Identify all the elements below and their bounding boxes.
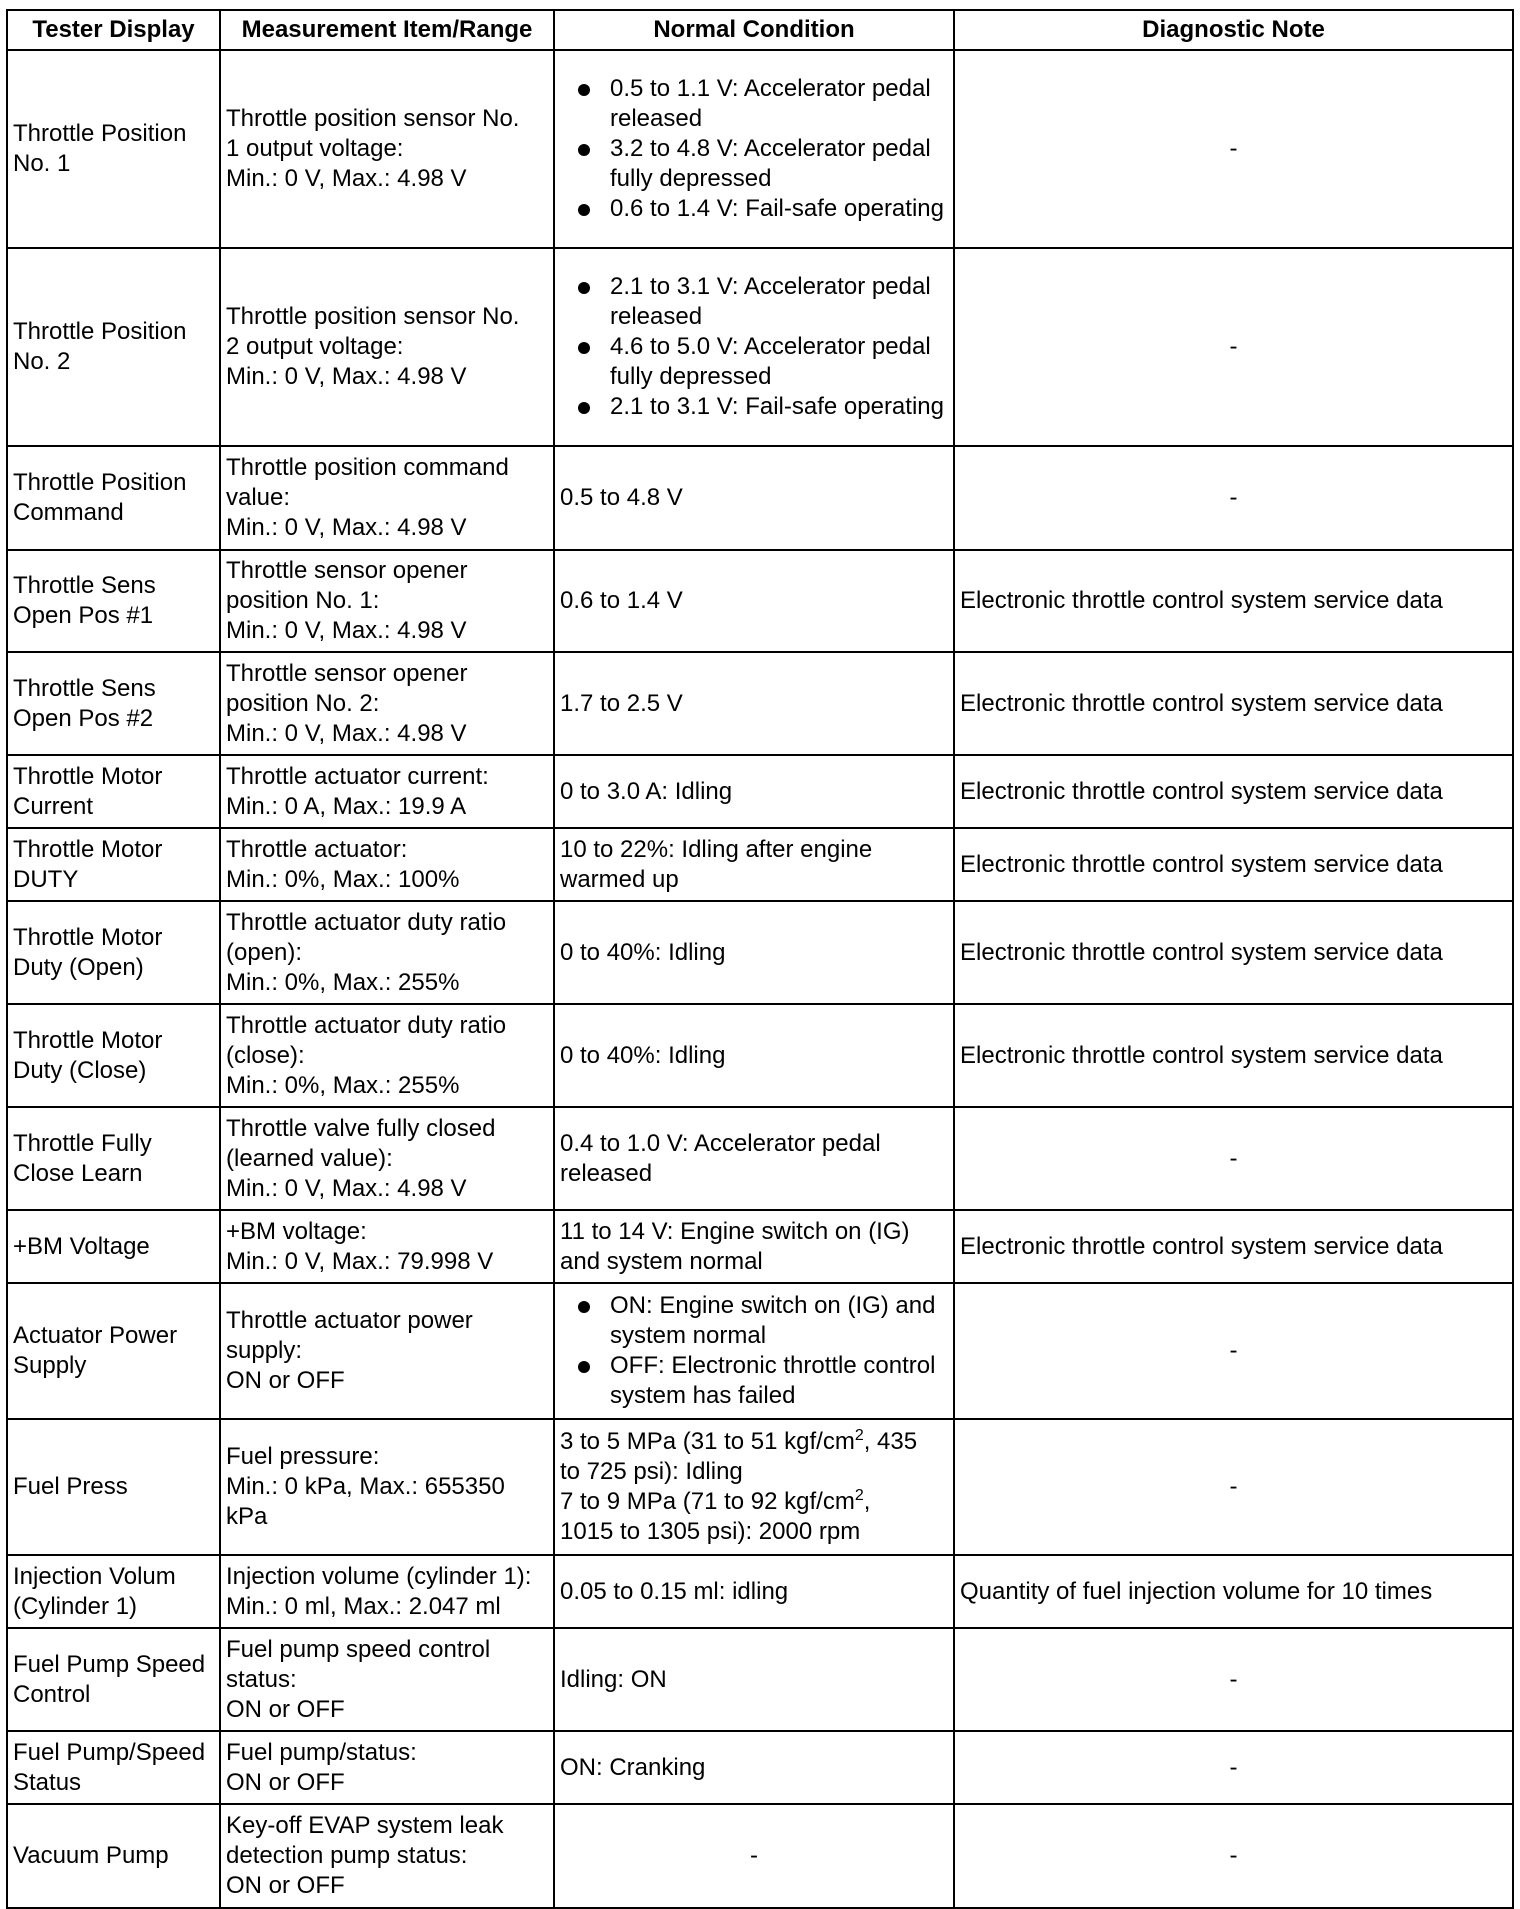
table-row [7,901,1513,1004]
tester-display-cell: Throttle Motor DUTY [7,828,220,901]
list-item: 2.1 to 3.1 V: Fail-safe operating [574,392,948,422]
tester-display-cell: Throttle Sens Open Pos #2 [7,652,220,755]
table-row [7,1419,1513,1555]
normal-condition-cell: ON: Cranking [554,1731,954,1804]
header-measurement: Measurement Item/Range [220,10,554,50]
normal-condition-cell: - [554,1804,954,1908]
diagnostic-note-cell: Electronic throttle control system service data [954,652,1513,755]
tester-display-cell: Throttle Sens Open Pos #1 [7,550,220,652]
tester-display-cell: Throttle Fully Close Learn [7,1107,220,1210]
normal-condition-cell: 0.05 to 0.15 ml: idling [554,1555,954,1628]
measurement-cell: Throttle actuator duty ratio (close): Min.: 0%, Max.: 255% [220,1004,554,1107]
list-item: 0.6 to 1.4 V: Fail-safe operating [574,194,948,224]
header-tester-display: Tester Display [7,10,220,50]
table-row [7,1283,1513,1419]
tester-display-cell: Throttle Motor Duty (Open) [7,901,220,1004]
tester-display-cell: Throttle Motor Current [7,755,220,828]
normal-condition-cell: 0.6 to 1.4 V [554,550,954,652]
normal-condition-cell: Idling: ON [554,1628,954,1731]
measurement-cell: Throttle position sensor No. 2 output voltage: Min.: 0 V, Max.: 4.98 V [220,248,554,446]
diagnostic-note-cell: Electronic throttle control system service data [954,828,1513,901]
diagnostic-note-cell: Electronic throttle control system service data [954,901,1513,1004]
normal-condition-cell: 0.5 to 4.8 V [554,446,954,550]
diagnostic-note-cell: Quantity of fuel injection volume for 10 times [954,1555,1513,1628]
measurement-cell: Throttle actuator power supply: ON or OFF [220,1283,554,1419]
tester-display-cell: +BM Voltage [7,1210,220,1283]
normal-condition-cell: 1.7 to 2.5 V [554,652,954,755]
tester-display-cell: Actuator Power Supply [7,1283,220,1419]
table-row [7,550,1513,652]
diagnostic-note-cell: - [954,1628,1513,1731]
measurement-cell: Throttle position command value: Min.: 0 V, Max.: 4.98 V [220,446,554,550]
measurement-cell: Throttle actuator duty ratio (open): Min.: 0%, Max.: 255% [220,901,554,1004]
table-row [7,828,1513,901]
table-row [7,446,1513,550]
tester-display-cell: Vacuum Pump [7,1804,220,1908]
list-item: 2.1 to 3.1 V: Accelerator pedal released [574,272,948,332]
list-item: 3.2 to 4.8 V: Accelerator pedal fully depressed [574,134,948,194]
measurement-cell: Fuel pump speed control status: ON or OFF [220,1628,554,1731]
measurement-cell: Injection volume (cylinder 1): Min.: 0 ml, Max.: 2.047 ml [220,1555,554,1628]
measurement-cell: Throttle actuator: Min.: 0%, Max.: 100% [220,828,554,901]
table-row [7,1210,1513,1283]
tester-display-cell: Throttle Position No. 2 [7,248,220,446]
table-row [7,248,1513,446]
diagnostic-note-cell: Electronic throttle control system service data [954,550,1513,652]
header-diagnostic-note: Diagnostic Note [954,10,1513,50]
list-item: OFF: Electronic throttle control system has failed [574,1351,948,1411]
diagnostic-note-cell: - [954,1804,1513,1908]
tester-display-cell: Fuel Pump/Speed Status [7,1731,220,1804]
diagnostic-note-cell: - [954,1107,1513,1210]
table-row [7,652,1513,755]
normal-condition-cell [554,50,954,248]
table-row [7,1804,1513,1908]
table-row [7,50,1513,248]
normal-condition-cell [554,248,954,446]
tester-display-cell: Throttle Position No. 1 [7,50,220,248]
measurement-cell: Fuel pump/status: ON or OFF [220,1731,554,1804]
table-row [7,1004,1513,1107]
tester-display-cell: Fuel Press [7,1419,220,1555]
measurement-cell: Fuel pressure: Min.: 0 kPa, Max.: 655350 kPa [220,1419,554,1555]
normal-condition-cell: 0 to 3.0 A: Idling [554,755,954,828]
measurement-cell: Throttle actuator current: Min.: 0 A, Max.: 19.9 A [220,755,554,828]
diagnostic-note-cell: - [954,50,1513,248]
measurement-cell: Throttle sensor opener position No. 2: Min.: 0 V, Max.: 4.98 V [220,652,554,755]
spec-table-container [6,9,1512,1909]
tester-display-cell: Throttle Position Command [7,446,220,550]
tester-display-cell: Injection Volum (Cylinder 1) [7,1555,220,1628]
measurement-cell: Key-off EVAP system leak detection pump status: ON or OFF [220,1804,554,1908]
diagnostic-note-cell: - [954,446,1513,550]
table-row [7,1628,1513,1731]
normal-condition-cell: 0.4 to 1.0 V: Accelerator pedal released [554,1107,954,1210]
tester-display-cell: Throttle Motor Duty (Close) [7,1004,220,1107]
normal-condition-cell: 3 to 5 MPa (31 to 51 kgf/$cm^2$, 435 to 725 psi): Idling 7 to 9 MPa (71 to 92 kgf/$cm^2$, 1015 to 1305 psi): 2000 rpm [554,1419,954,1555]
diagnostic-note-cell: Electronic throttle control system service data [954,755,1513,828]
table-row [7,1731,1513,1804]
diagnostic-note-cell: - [954,1283,1513,1419]
diagnostic-note-cell: Electronic throttle control system service data [954,1210,1513,1283]
diagnostic-note-cell: - [954,1419,1513,1555]
diagnostic-note-cell: - [954,248,1513,446]
list-item: 0.5 to 1.1 V: Accelerator pedal released [574,74,948,134]
normal-condition-cell [554,1283,954,1419]
normal-condition-cell: 10 to 22%: Idling after engine warmed up [554,828,954,901]
list-item: ON: Engine switch on (IG) and system normal [574,1291,948,1351]
tester-display-cell: Fuel Pump Speed Control [7,1628,220,1731]
header-row [7,10,1513,50]
table-row [7,755,1513,828]
normal-condition-cell: 0 to 40%: Idling [554,1004,954,1107]
data-list-table [6,9,1514,1909]
measurement-cell: Throttle valve fully closed (learned value): Min.: 0 V, Max.: 4.98 V [220,1107,554,1210]
diagnostic-note-cell: - [954,1731,1513,1804]
table-row [7,1107,1513,1210]
list-item: 4.6 to 5.0 V: Accelerator pedal fully depressed [574,332,948,392]
measurement-cell: Throttle position sensor No. 1 output voltage: Min.: 0 V, Max.: 4.98 V [220,50,554,248]
measurement-cell: +BM voltage: Min.: 0 V, Max.: 79.998 V [220,1210,554,1283]
measurement-cell: Throttle sensor opener position No. 1: Min.: 0 V, Max.: 4.98 V [220,550,554,652]
table-row [7,1555,1513,1628]
normal-condition-cell: 11 to 14 V: Engine switch on (IG) and system normal [554,1210,954,1283]
normal-condition-cell: 0 to 40%: Idling [554,901,954,1004]
diagnostic-note-cell: Electronic throttle control system service data [954,1004,1513,1107]
header-normal-condition: Normal Condition [554,10,954,50]
